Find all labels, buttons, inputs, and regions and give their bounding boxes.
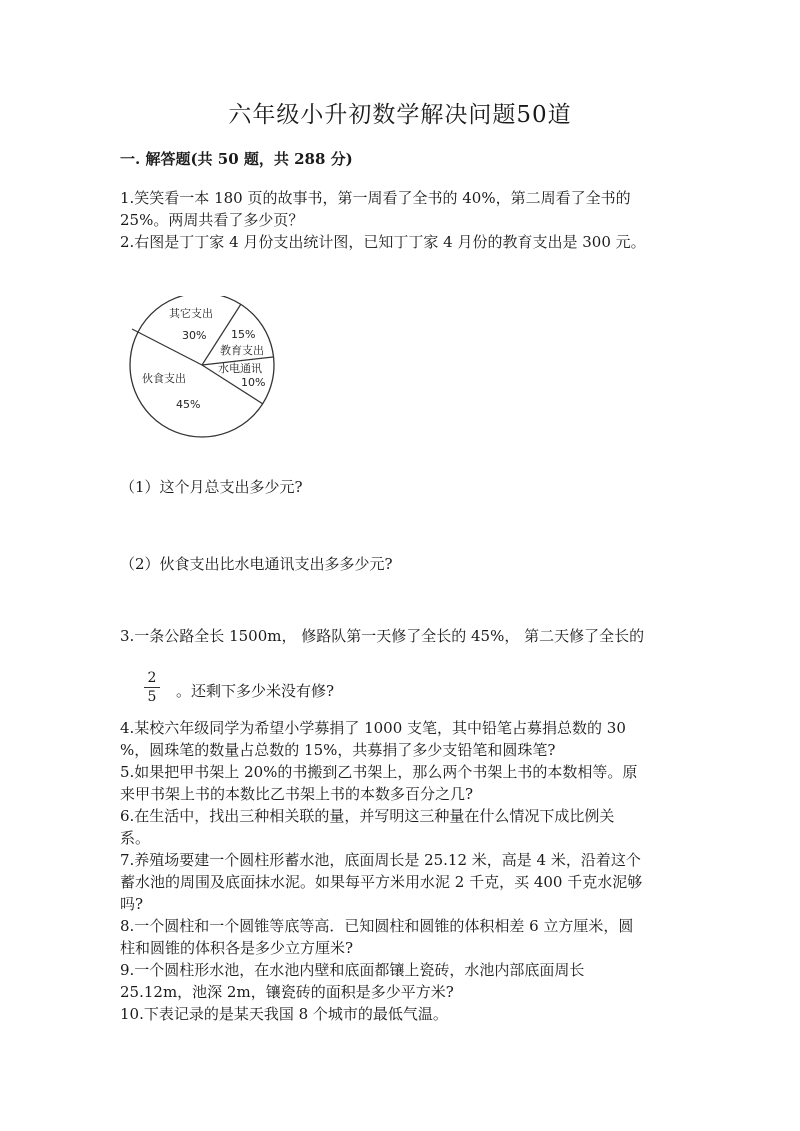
fraction-two-fifths [144, 670, 160, 705]
pie-pct-food: 45% [176, 398, 201, 411]
question-10: 10.下表记录的是某天我国 8 个城市的最低气温。 [120, 1005, 448, 1023]
question-8-line-2: 柱和圆锥的体积各是多少立方厘米? [120, 939, 354, 957]
question-6-line-1: 6.在生活中，找出三种相关联的量，并写明这三种量在什么情况下成比例关 [120, 807, 615, 825]
page-title: 六年级小升初数学解决问题50道 [228, 102, 572, 128]
expense-pie-chart [125, 296, 285, 456]
question-9-line-2: 25.12m，池深 2m，镶瓷砖的面积是多少平方米? [120, 983, 454, 1001]
question-4-line-1: 4.某校六年级同学为希望小学募捐了 1000 支笔，其中铅笔占募捐总数的 30 [120, 719, 626, 737]
fraction-bar [144, 687, 160, 688]
question-9-line-1: 9.一个圆柱形水池，在水池内壁和底面都镶上瓷砖，水池内部底面周长 [120, 961, 585, 979]
question-4-line-2: %，圆珠笔的数量占总数的 15%，共募捐了多少支铅笔和圆珠笔? [120, 741, 556, 759]
fraction-denominator: 5 [147, 689, 157, 705]
pie-pct-other: 30% [182, 329, 207, 342]
question-7-line-2: 蓄水池的周围及底面抹水泥。如果每平方米用水泥 2 千克，买 400 千克水泥够 [120, 873, 643, 891]
question-7-line-1: 7.养殖场要建一个圆柱形蓄水池，底面周长是 25.12 米，高是 4 米，沿着这个 [120, 851, 641, 869]
question-2: 2.右图是丁丁家 4 月份支出统计图，已知丁丁家 4 月份的教育支出是 300 元。 [120, 233, 646, 251]
pie-label-food: 伙食支出 [142, 372, 186, 385]
question-3-line-1: 3.一条公路全长 1500m， 修路队第一天修了全长的 45%， 第二天修了全长的 [120, 627, 645, 645]
pie-label-other: 其它支出 [169, 307, 213, 320]
question-3-line-2: 。还剩下多少米没有修? [176, 682, 335, 700]
pie-label-edu: 教育支出 [220, 344, 264, 357]
question-7-line-3: 吗? [120, 895, 144, 913]
pie-pct-utility: 10% [241, 376, 266, 389]
fraction-numerator: 2 [147, 670, 157, 686]
question-5-line-1: 5.如果把甲书架上 20%的书搬到乙书架上，那么两个书架上书的本数相等。原 [120, 763, 638, 781]
pie-label-utility: 水电通讯 [218, 362, 262, 375]
question-1-line-2: 25%。两周共看了多少页？ [120, 211, 304, 229]
question-6-line-2: 系。 [120, 829, 151, 847]
question-5-line-2: 来甲书架上书的本数比乙书架上书的本数多百分之几? [120, 785, 474, 803]
section-heading: 一. 解答题(共 50 题，共 288 分) [120, 150, 353, 168]
pie-pct-edu: 15% [231, 328, 256, 341]
question-2-part-2: （2）伙食支出比水电通讯支出多多少元? [120, 555, 393, 573]
question-1-line-1: 1.笑笑看一本 180 页的故事书，第一周看了全书的 40%，第二周看了全书的 [120, 189, 631, 207]
question-8-line-1: 8.一个圆柱和一个圆锥等底等高．已知圆柱和圆锥的体积相差 6 立方厘米，圆 [120, 917, 634, 935]
question-2-part-1: （1）这个月总支出多少元? [120, 478, 303, 496]
